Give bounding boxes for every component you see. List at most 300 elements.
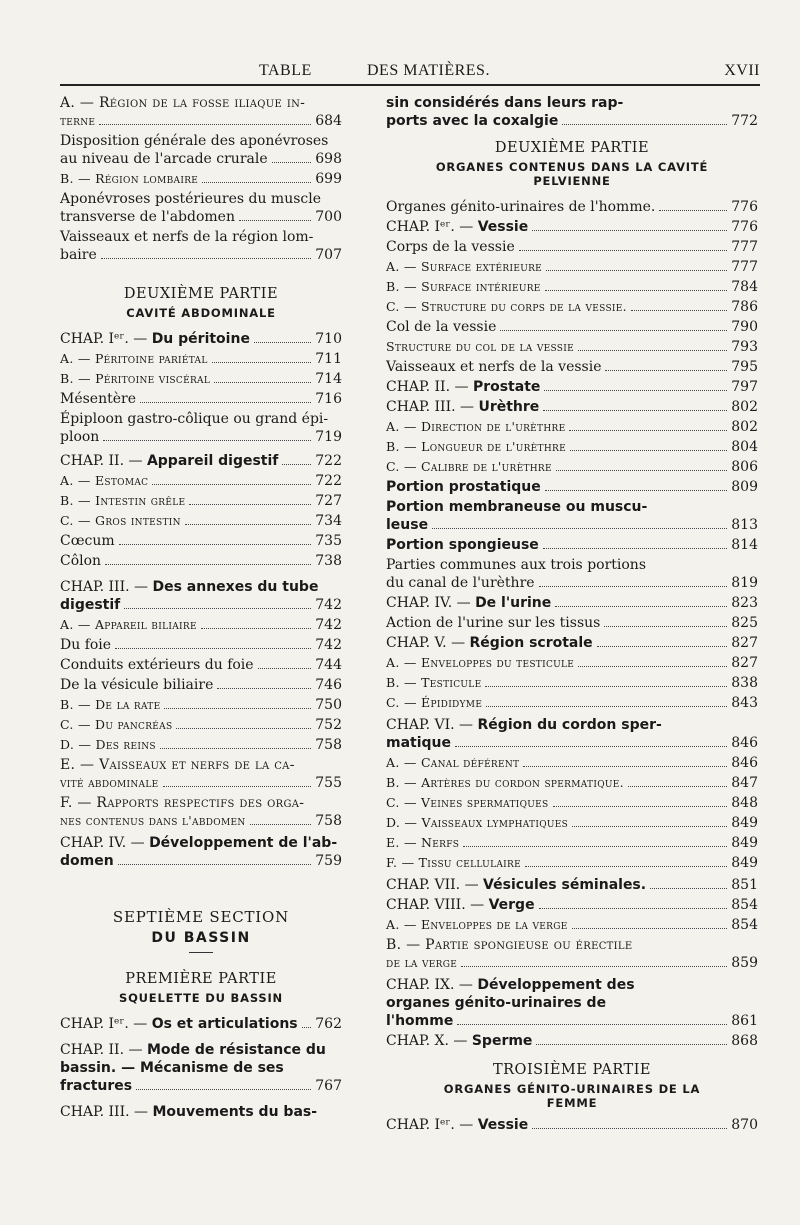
page-ref: 870 (731, 1117, 758, 1133)
dot-leader (160, 748, 311, 749)
entry-text: vité abdominale (60, 775, 159, 790)
toc-entry (386, 774, 758, 792)
toc-entry (386, 498, 758, 534)
entry-text: C. — Veines spermatiques (386, 795, 549, 810)
entry-text: A. — Enveloppes de la verge (386, 917, 568, 932)
page-ref: 699 (315, 171, 342, 187)
entry-text: Os et articulations (151, 1016, 298, 1032)
dot-leader (99, 124, 311, 125)
toc-entry (386, 916, 758, 934)
dot-leader (628, 786, 727, 787)
chapter-entry (60, 1041, 342, 1095)
chapter-entry (60, 834, 342, 870)
entry-text: Mouvements du bas- (152, 1104, 318, 1120)
toc-entry (60, 410, 342, 446)
dot-leader (569, 430, 727, 431)
page-ref: 758 (315, 737, 342, 753)
entry-text: Région scrotale (469, 635, 593, 651)
toc-entry (60, 736, 342, 754)
entry-text: Portion membraneuse ou muscu- (386, 499, 648, 515)
dot-leader (105, 564, 311, 565)
toc-entry (386, 238, 758, 256)
toc-entry (60, 716, 342, 734)
entry-text: nes contenus dans l'abdomen (60, 813, 246, 828)
part-heading: DEUXIÈME PARTIE (494, 140, 650, 156)
page-ref: 846 (731, 735, 758, 751)
toc-entry (386, 358, 758, 376)
page-ref: 742 (315, 637, 342, 653)
toc-entry (60, 656, 342, 674)
dot-leader (185, 524, 311, 525)
toc-entry (386, 318, 758, 336)
part-heading: DEUXIÈME PARTIE (123, 286, 279, 302)
page-ref: 746 (315, 677, 342, 693)
chapter-entry (386, 218, 758, 236)
entry-text: Épiploon gastro-côlique ou grand épi- (60, 411, 329, 427)
entry-text: Portion spongieuse (386, 537, 539, 553)
dot-leader (578, 666, 727, 667)
entry-text: Vaisseaux et nerfs de la vessie (386, 359, 602, 375)
page-ref: 734 (315, 513, 342, 529)
entry-text: CHAP. III. — (60, 579, 153, 595)
dot-leader (302, 1027, 312, 1028)
toc-entry (60, 370, 342, 388)
page-ref: 843 (731, 695, 758, 711)
entry-text: Côlon (60, 553, 102, 569)
entry-text: Aponévroses postérieures du muscle (60, 191, 322, 207)
toc-entry (386, 338, 758, 356)
entry-text: organes génito-urinaires de (386, 995, 607, 1011)
dot-leader (212, 362, 312, 363)
entry-text: Développement de l'ab- (149, 835, 338, 851)
dot-leader (570, 450, 727, 451)
part-subheading: SQUELETTE DU BASSIN (119, 991, 283, 1005)
page-ref: 707 (315, 247, 342, 263)
toc-entry (386, 198, 758, 216)
chapter-entry (60, 1015, 342, 1033)
page-ref: 806 (731, 459, 758, 475)
entry-text: CHAP. Iᵉʳ. — (386, 219, 478, 235)
page-ref: 776 (731, 199, 758, 215)
toc-entry (386, 298, 758, 316)
entry-text: F. — Rapports respectifs des orga- (60, 795, 305, 811)
header-title-left: TABLE (259, 62, 312, 79)
dot-leader (544, 390, 727, 391)
page-ref: 868 (731, 1033, 758, 1049)
chapter-entry (60, 452, 342, 470)
entry-text: leuse (386, 517, 429, 533)
entry-text: A. — Région de la fosse iliaque in- (60, 95, 306, 111)
toc-entry (386, 258, 758, 276)
chapter-entry (386, 1032, 758, 1050)
entry-text: sin considérés dans leurs rap- (386, 95, 624, 111)
entry-text: B. — Péritoine viscéral (60, 371, 211, 386)
entry-text: matique (386, 735, 452, 751)
page-ref: 851 (731, 877, 758, 893)
page-ref: 795 (731, 359, 758, 375)
toc-entry (386, 654, 758, 672)
dot-leader (545, 290, 728, 291)
dot-leader (124, 608, 311, 609)
dot-leader (176, 728, 311, 729)
entry-text: CHAP. IX. — (386, 977, 478, 993)
dot-leader (189, 504, 311, 505)
entry-text: Appareil digestif (146, 453, 279, 469)
entry-text: Vessie (477, 1117, 529, 1133)
toc-entry (386, 754, 758, 772)
page-ref: 744 (315, 657, 342, 673)
dot-leader (650, 888, 727, 889)
entry-text: B. — Testicule (386, 675, 482, 690)
part-subheading: CAVITÉ ABDOMINALE (126, 306, 276, 320)
entry-text: CHAP. III. — (60, 1104, 153, 1120)
page-ref: 819 (731, 575, 758, 591)
dot-leader (604, 626, 727, 627)
toc-entry (60, 492, 342, 510)
toc-entry (386, 936, 758, 972)
toc-entry (60, 228, 342, 264)
dot-leader (500, 330, 727, 331)
chapter-entry (386, 876, 758, 894)
dot-leader (239, 220, 311, 221)
section-heading: SEPTIÈME SECTION (112, 908, 290, 926)
entry-text: bassin. — Mécanisme de ses (60, 1060, 284, 1076)
toc-entry (386, 556, 758, 592)
dot-leader (254, 342, 311, 343)
toc-entry (60, 94, 342, 130)
entry-text: C. — Calibre de l'urèthre (386, 459, 552, 474)
entry-text: de la verge (386, 955, 458, 970)
page-ref: 738 (315, 553, 342, 569)
entry-text: Corps de la vessie (386, 239, 515, 255)
entry-text: C. — Structure du corps de la vessie. (386, 299, 627, 314)
toc-entry (60, 390, 342, 408)
toc-entry (386, 694, 758, 712)
page-ref: 849 (731, 855, 758, 871)
dot-leader (457, 1024, 727, 1025)
entry-text: CHAP. VII. — (386, 877, 484, 893)
dot-leader (103, 440, 311, 441)
entry-text: CHAP. III. — (386, 399, 479, 415)
page-ref: 849 (731, 835, 758, 851)
page-ref: 797 (731, 379, 758, 395)
dot-leader (572, 826, 727, 827)
entry-text: B. — De la rate (60, 697, 161, 712)
dot-leader (432, 528, 727, 529)
entry-text: B. — Artères du cordon spermatique. (386, 775, 624, 790)
page-ref: 716 (315, 391, 342, 407)
dot-leader (525, 866, 727, 867)
dot-leader (258, 668, 312, 669)
page-ref: 849 (731, 815, 758, 831)
dot-leader (486, 706, 727, 707)
page-ref: 772 (731, 113, 758, 129)
chapter-entry (60, 330, 342, 348)
toc-entry (60, 756, 342, 792)
entry-text: CHAP. Iᵉʳ. — (60, 331, 152, 347)
header-title-right: DES MATIÈRES. (367, 62, 490, 79)
page-ref: 848 (731, 795, 758, 811)
dot-leader (536, 1044, 727, 1045)
page-ref: 846 (731, 755, 758, 771)
dot-leader (546, 270, 727, 271)
entry-text: E. — Nerfs (386, 835, 460, 850)
entry-text: Du péritoine (151, 331, 250, 347)
entry-text: Disposition générale des aponévroses (60, 133, 329, 149)
entry-text: Du foie (60, 637, 112, 653)
page-ref: 777 (731, 259, 758, 275)
page-ref: 804 (731, 439, 758, 455)
entry-text: A. — Enveloppes du testicule (386, 655, 575, 670)
dot-leader (485, 686, 727, 687)
entry-text: De la vésicule biliaire (60, 677, 214, 693)
entry-text: fractures (60, 1078, 133, 1094)
entry-text: baire (60, 247, 97, 263)
page-ref: 802 (731, 399, 758, 415)
entry-text: Verge (488, 897, 535, 913)
part-subheading: ORGANES CONTENUS DANS LA CAVITÉ (435, 160, 709, 174)
page-ref: 711 (315, 351, 342, 367)
toc-entry (386, 418, 758, 436)
part-heading: TROISIÈME PARTIE (492, 1062, 652, 1078)
right-column (386, 94, 758, 1136)
dot-leader (282, 464, 311, 465)
entry-text: Parties communes aux trois portions (386, 557, 647, 573)
page-ref: 861 (731, 1013, 758, 1029)
entry-text: CHAP. X. — (386, 1033, 472, 1049)
page-ref: 825 (731, 615, 758, 631)
entry-text: Conduits extérieurs du foie (60, 657, 254, 673)
page-ref: 762 (315, 1016, 342, 1032)
entry-text: C. — Gros intestin (60, 513, 181, 528)
entry-text: C. — Du pancréas (60, 717, 173, 732)
entry-text: CHAP. VI. — (386, 717, 478, 733)
entry-text: transverse de l'abdomen (60, 209, 235, 225)
entry-text: l'homme (386, 1013, 454, 1029)
left-column (60, 94, 342, 1123)
dot-leader (461, 966, 727, 967)
entry-text: A. — Surface extérieure (386, 259, 543, 274)
toc-entry (60, 190, 342, 226)
toc-entry (60, 472, 342, 490)
toc-entry (386, 614, 758, 632)
page-ref: 854 (731, 917, 758, 933)
entry-text: B. — Longueur de l'urèthre (386, 439, 566, 454)
entry-text: Développement des (477, 977, 635, 993)
entry-text: A. — Canal déférent (386, 755, 520, 770)
page-ref: 755 (315, 775, 342, 791)
dot-leader (202, 182, 311, 183)
toc-entry (60, 170, 342, 188)
page-ref: 802 (731, 419, 758, 435)
entry-text: du canal de l'urèthre (386, 575, 535, 591)
dot-leader (214, 382, 311, 383)
entry-text: B. — Intestin grêle (60, 493, 186, 508)
entry-text: Vessie (477, 219, 529, 235)
dot-leader (163, 786, 312, 787)
toc-entry (386, 536, 758, 554)
dot-leader (164, 708, 311, 709)
toc-entry (386, 854, 758, 872)
dot-leader (119, 544, 312, 545)
dot-leader (118, 864, 312, 865)
part-subheading: PELVIENNE (533, 174, 611, 188)
dot-leader (562, 124, 727, 125)
toc-entry (60, 676, 342, 694)
toc-entry (60, 532, 342, 550)
page-ref: 784 (731, 279, 758, 295)
chapter-entry (386, 716, 758, 752)
dot-leader (463, 846, 727, 847)
page-ref: 710 (315, 331, 342, 347)
dot-leader (539, 586, 728, 587)
chapter-entry (386, 896, 758, 914)
entry-text: Urèthre (478, 399, 540, 415)
dot-leader (605, 370, 727, 371)
page-ref: 813 (731, 517, 758, 533)
entry-text: domen (60, 853, 114, 869)
toc-entry (60, 132, 342, 168)
toc-entry (386, 278, 758, 296)
dot-leader (519, 250, 728, 251)
dot-leader (532, 230, 727, 231)
entry-text: Vésicules séminales. (483, 877, 647, 893)
page-ref: 714 (315, 371, 342, 387)
page-ref: 827 (731, 635, 758, 651)
entry-text: ploon (60, 429, 100, 445)
page-ref: 700 (315, 209, 342, 225)
entry-text: Structure du col de la vessie (386, 339, 574, 354)
toc-entry (386, 458, 758, 476)
page-ref: 859 (731, 955, 758, 971)
entry-text: F. — Tissu cellulaire (386, 855, 521, 870)
entry-text: A. — Estomac (60, 473, 149, 488)
page-ref: 727 (315, 493, 342, 509)
page-ref: 750 (315, 697, 342, 713)
entry-text: Mésentère (60, 391, 136, 407)
chapter-entry (386, 634, 758, 652)
page-ref: 809 (731, 479, 758, 495)
dot-leader (272, 162, 312, 163)
dot-leader (555, 606, 727, 607)
dot-leader (101, 258, 312, 259)
dot-leader (572, 928, 728, 929)
entry-text: terne (60, 113, 96, 128)
page-ref: 776 (731, 219, 758, 235)
page-ref: 767 (315, 1078, 342, 1094)
toc-entry (60, 616, 342, 634)
dot-leader (543, 410, 727, 411)
page-ref: 790 (731, 319, 758, 335)
entry-text: CHAP. Iᵉʳ. — (386, 1117, 478, 1133)
entry-text: A. — Appareil biliaire (60, 617, 197, 632)
page-ref: 722 (315, 453, 342, 469)
dot-leader (578, 350, 727, 351)
dot-leader (597, 646, 728, 647)
entry-text: B. — Région lombaire (60, 171, 199, 186)
entry-text: A. — Direction de l'urèthre (386, 419, 566, 434)
toc-entry (60, 512, 342, 530)
page-ref: 742 (315, 597, 342, 613)
entry-text: CHAP. V. — (386, 635, 470, 651)
entry-text: digestif (60, 597, 121, 613)
dot-leader (631, 310, 727, 311)
toc-entry (386, 674, 758, 692)
entry-text: D. — Des reins (60, 737, 156, 752)
entry-text: E. — Vaisseaux et nerfs de la ca- (60, 757, 295, 773)
entry-text: Mode de résistance du (146, 1042, 326, 1058)
dot-leader (140, 402, 311, 403)
entry-text: Des annexes du tube (152, 579, 319, 595)
page-ref: 847 (731, 775, 758, 791)
entry-text: Vaisseaux et nerfs de la région lom- (60, 229, 314, 245)
entry-text: CHAP. Iᵉʳ. — (60, 1016, 152, 1032)
dot-leader (152, 484, 311, 485)
page-ref: 735 (315, 533, 342, 549)
dot-leader (553, 806, 728, 807)
part-subheading: ORGANES GÉNITO-URINAIRES DE LA (443, 1082, 701, 1096)
page-ref: 722 (315, 473, 342, 489)
entry-text: D. — Vaisseaux lymphatiques (386, 815, 569, 830)
entry-text: CHAP. II. — (386, 379, 473, 395)
chapter-entry (60, 1103, 342, 1121)
page-ref: 719 (315, 429, 342, 445)
dot-leader (543, 548, 727, 549)
chapter-entry (386, 1116, 758, 1134)
page-ref: 793 (731, 339, 758, 355)
entry-text: CHAP. II. — (60, 453, 147, 469)
page-ref: 742 (315, 617, 342, 633)
entry-text: Action de l'urine sur les tissus (386, 615, 601, 631)
entry-text: Région du cordon sper- (477, 717, 662, 733)
toc-entry (60, 794, 342, 830)
page-ref: 838 (731, 675, 758, 691)
chapter-entry (386, 976, 758, 1030)
entry-text: Cœcum (60, 533, 115, 549)
entry-text: CHAP. IV. — (386, 595, 476, 611)
dot-leader (539, 908, 728, 909)
chapter-entry (60, 578, 342, 614)
toc-entry (60, 696, 342, 714)
dot-leader (523, 766, 727, 767)
entry-text: De l'urine (475, 595, 552, 611)
chapter-entry (386, 398, 758, 416)
entry-text: CHAP. IV. — (60, 835, 150, 851)
dot-leader (136, 1089, 311, 1090)
toc-entry (386, 438, 758, 456)
entry-text: B. — Surface intérieure (386, 279, 541, 294)
toc-entry (60, 552, 342, 570)
dot-leader (556, 470, 727, 471)
page-ref: 814 (731, 537, 758, 553)
dot-leader (201, 628, 311, 629)
part-subheading: FEMME (546, 1096, 598, 1110)
dot-leader (250, 824, 312, 825)
toc-entry (60, 350, 342, 368)
toc-entry (386, 834, 758, 852)
dot-leader (532, 1128, 727, 1129)
page-ref: 752 (315, 717, 342, 733)
entry-text: CHAP. VIII. — (386, 897, 489, 913)
divider (189, 952, 213, 953)
dot-leader (659, 210, 727, 211)
toc-entry (386, 794, 758, 812)
page-ref: 759 (315, 853, 342, 869)
entry-text: C. — Épididyme (386, 695, 483, 710)
toc-entry (386, 814, 758, 832)
page-ref: 698 (315, 151, 342, 167)
chapter-entry (386, 94, 758, 130)
